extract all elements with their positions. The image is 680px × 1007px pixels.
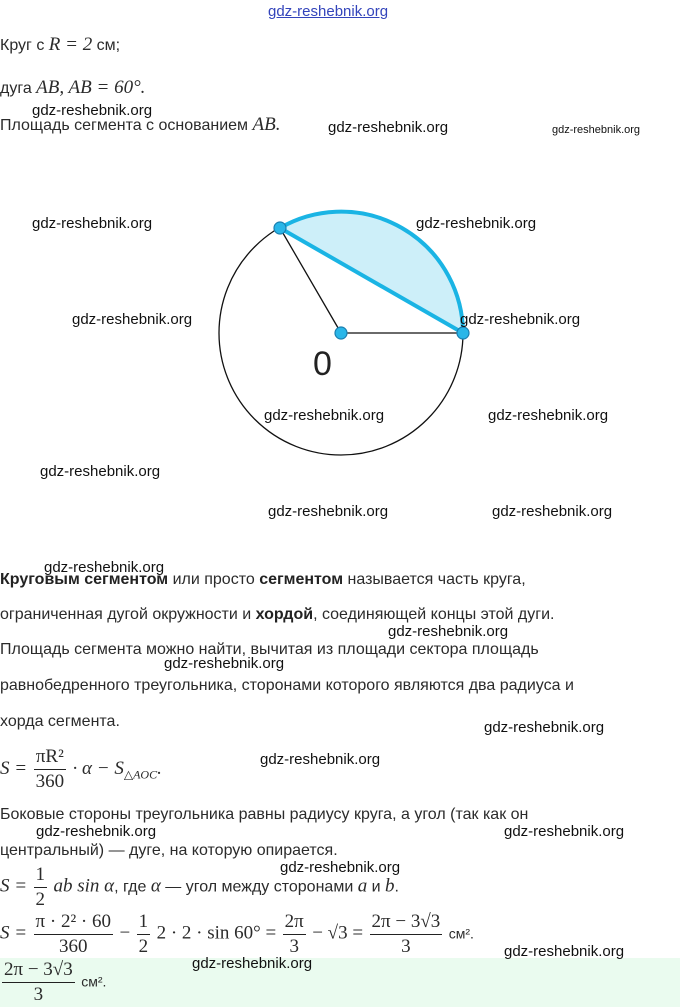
formula-lhs: S = [0,757,28,779]
fraction [34,910,113,959]
formula-sector-minus-triangle [0,745,162,794]
figure-svg [200,195,490,465]
watermark: gdz-reshebnik.org [268,503,389,520]
watermark: gdz-reshebnik.org [552,124,641,136]
fraction-denominator: 360 [35,771,65,792]
watermark: gdz-reshebnik.org [36,823,157,840]
theory-line-3: Площадь сегмента можно найти, вычитая из площади сектора площадь [0,641,539,658]
fraction-numerator: πR² [34,745,66,770]
watermark: gdz-reshebnik.org [484,719,605,736]
answer-unit: см². [81,973,107,990]
given-math: R = 2 [48,34,93,55]
watermark: gdz-reshebnik.org [44,559,165,576]
answer-formula [0,958,106,1007]
formula-text: − √3 = [312,922,364,944]
fraction-denominator: 3 [401,936,411,957]
term-bold: хордой [255,606,314,623]
fraction-denominator: 3 [289,936,299,957]
formula-symbol: a [357,875,368,897]
watermark: gdz-reshebnik.org [492,503,613,520]
theory-line-5: хорда сегмента. [0,713,120,730]
explain-line-2: центральный) — дуге, на которую опирается. [0,842,338,859]
watermark: gdz-reshebnik.org [32,215,153,232]
formula-subscript: △AOC [123,767,158,782]
circle-segment-figure [200,195,490,470]
formula-text: и [367,878,386,896]
given-text: Площадь сегмента с основанием [0,117,249,134]
watermark: gdz-reshebnik.org [164,655,285,672]
fraction-denominator: 360 [59,936,88,957]
formula-lhs: S = [0,922,28,944]
fraction-numerator: 2π − 3√3 [370,910,443,935]
formula-symbol: b [385,875,395,897]
watermark-top-link[interactable]: gdz-reshebnik.org [268,3,389,20]
given-text: дуга [0,80,32,97]
theory-text: или просто [168,571,260,588]
point-c [457,327,469,339]
watermark: gdz-reshebnik.org [328,119,449,136]
formula-calculation [0,910,474,959]
formula-text: — угол между сторонами [160,878,354,896]
watermark: gdz-reshebnik.org [40,463,161,480]
theory-line-2 [0,606,554,624]
given-line-1 [0,34,120,56]
theory-line-4: равнобедренного треугольника, сторонами которого являются два радиуса и [0,677,574,694]
given-math: AB. [252,114,281,135]
formula-text: 2 · 2 · sin 60° = [156,922,277,944]
fraction-numerator: 2π − 3√3 [2,958,75,983]
fraction [2,958,75,1007]
formula-unit: см². [448,925,474,942]
formula-lhs: S = [0,875,28,897]
given-line-2 [0,77,145,99]
watermark: gdz-reshebnik.org [260,751,381,768]
fraction [34,863,48,912]
fraction-numerator: 2π [283,910,306,935]
given-math: AB, AB = 60°. [36,77,146,98]
fraction [137,910,151,959]
fraction [370,910,443,959]
fraction [34,745,66,794]
formula-text: . [394,878,399,896]
theory-text: ограниченная дугой окружности и [0,606,256,623]
watermark: gdz-reshebnik.org [460,311,581,328]
explain-line-1: Боковые стороны треугольника равны радиусу круга, а угол (так как он [0,806,529,823]
watermark: gdz-reshebnik.org [488,407,609,424]
fraction-numerator: 1 [34,863,48,888]
center-label: 0 [313,345,332,383]
watermark: gdz-reshebnik.org [32,102,153,119]
watermark: gdz-reshebnik.org [264,407,385,424]
term-bold: сегментом [259,571,344,588]
point-o [335,327,347,339]
watermark: gdz-reshebnik.org [192,955,313,972]
formula-text: , где [114,878,147,896]
fraction [283,910,306,959]
watermark: gdz-reshebnik.org [416,215,537,232]
fraction-denominator: 2 [138,936,149,957]
theory-text: , соединяющей концы этой дуги. [313,606,555,623]
fraction-denominator: 2 [35,889,46,910]
formula-text: ab sin α [53,875,115,897]
fraction-numerator: π · 2² · 60 [34,910,113,935]
watermark: gdz-reshebnik.org [388,623,509,640]
fraction-denominator: 3 [33,984,44,1005]
theory-text: называется часть круга, [343,571,526,588]
watermark: gdz-reshebnik.org [504,943,625,960]
term-bold: Круговым сегментом [0,571,169,588]
formula-text: − [119,922,131,944]
point-a [274,222,286,234]
given-text: Круг с [0,37,45,54]
fraction-numerator: 1 [137,910,151,935]
formula-symbol: α [150,875,161,897]
formula-text: . [157,757,162,779]
given-unit: см; [96,37,121,54]
formula-text: · α − S [72,757,124,779]
watermark: gdz-reshebnik.org [72,311,193,328]
watermark: gdz-reshebnik.org [504,823,625,840]
watermark: gdz-reshebnik.org [280,859,401,876]
